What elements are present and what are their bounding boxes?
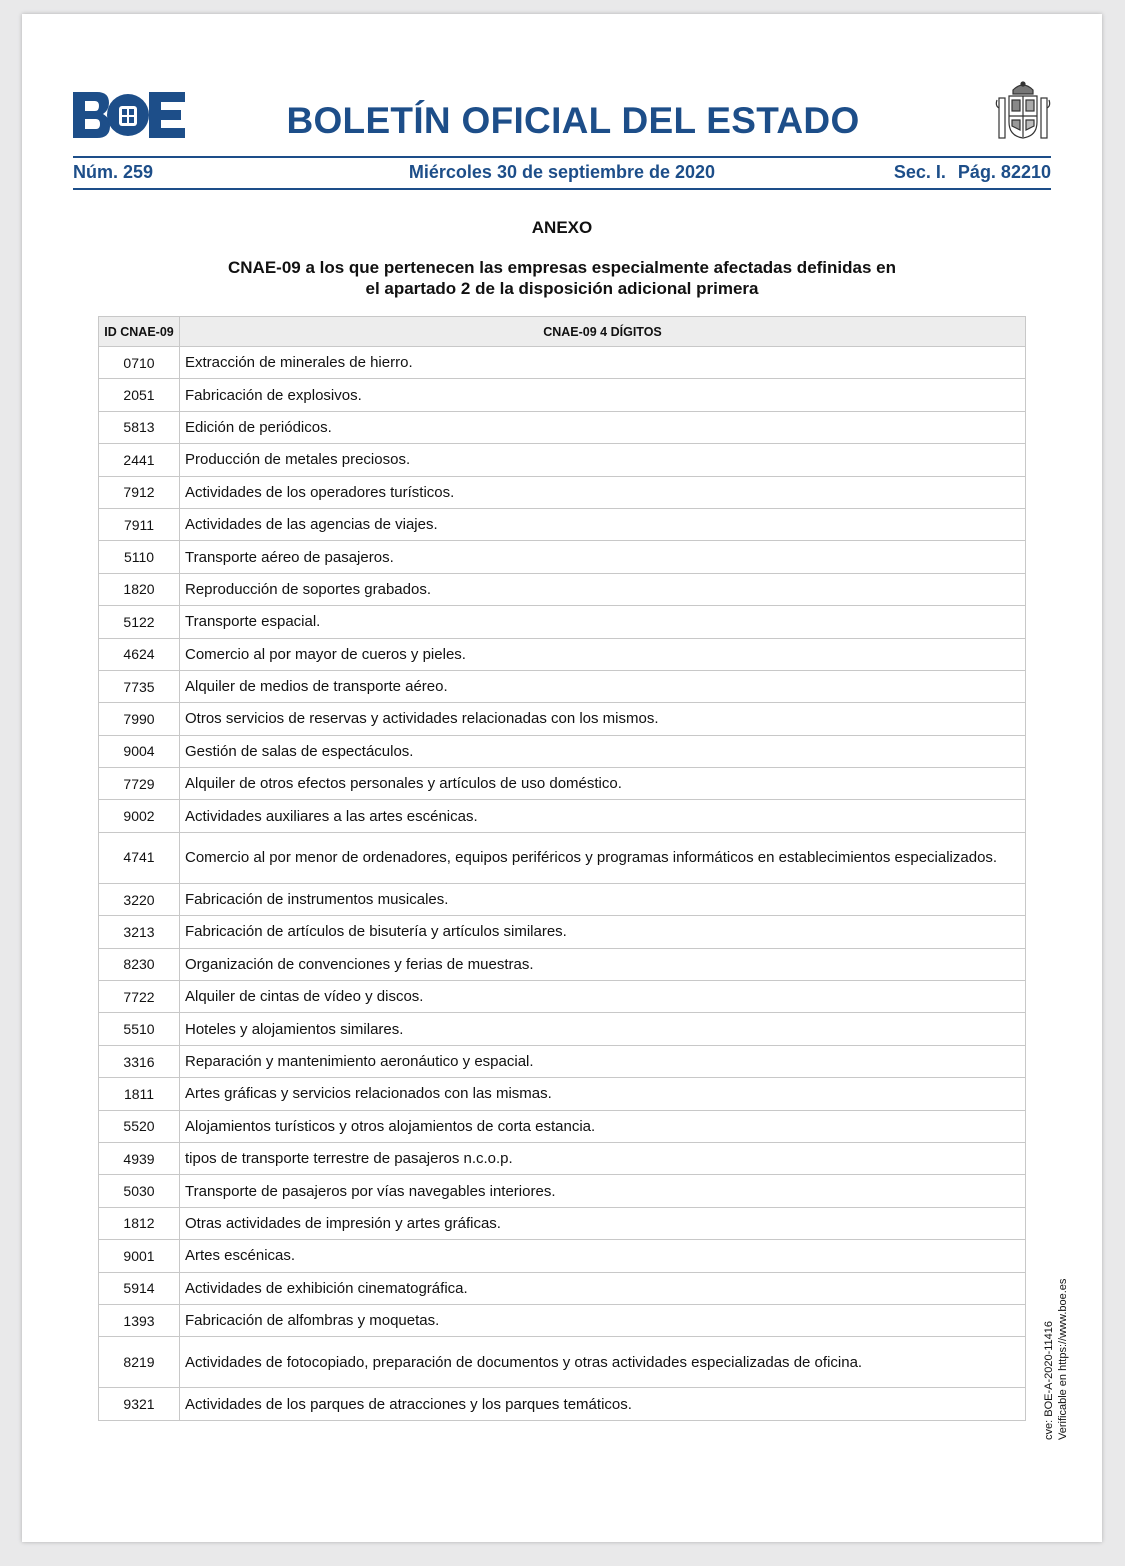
cnae-id-cell: 7722 <box>99 981 180 1013</box>
cnae-id-cell: 2051 <box>99 379 180 411</box>
cnae-id-cell: 5520 <box>99 1110 180 1142</box>
cnae-id-cell: 8230 <box>99 948 180 980</box>
cnae-description-cell: Otras actividades de impresión y artes gráficas. <box>180 1207 1026 1239</box>
cnae-id-cell: 9002 <box>99 800 180 832</box>
cnae-description-cell: Alquiler de cintas de vídeo y discos. <box>180 981 1026 1013</box>
cnae-description-cell: tipos de transporte terrestre de pasajeros n.c.o.p. <box>180 1142 1026 1174</box>
cnae-id-cell: 4741 <box>99 832 180 883</box>
table-row <box>99 948 1026 980</box>
cnae-description-cell: Reparación y mantenimiento aeronáutico y espacial. <box>180 1045 1026 1077</box>
table-row <box>99 1175 1026 1207</box>
cnae-id-cell: 5122 <box>99 606 180 638</box>
table-row <box>99 1045 1026 1077</box>
section-page <box>894 162 1051 183</box>
cnae-id-cell: 8219 <box>99 1337 180 1388</box>
cnae-id-cell: 9001 <box>99 1240 180 1272</box>
cnae-id-cell: 7990 <box>99 703 180 735</box>
bulletin-title: BOLETÍN OFICIAL DEL ESTADO <box>286 100 860 141</box>
table-row <box>99 670 1026 702</box>
table-row <box>99 1110 1026 1142</box>
cnae-description-cell: Reproducción de soportes grabados. <box>180 573 1026 605</box>
cnae-description-cell: Alquiler de otros efectos personales y artículos de uso doméstico. <box>180 768 1026 800</box>
cnae-id-cell: 4939 <box>99 1142 180 1174</box>
table-row <box>99 800 1026 832</box>
cnae-id-cell: 7911 <box>99 508 180 540</box>
cnae-id-cell: 1811 <box>99 1078 180 1110</box>
table-row <box>99 1240 1026 1272</box>
cnae-description-cell: Alojamientos turísticos y otros alojamientos de corta estancia. <box>180 1110 1026 1142</box>
table-row <box>99 379 1026 411</box>
cnae-id-cell: 5110 <box>99 541 180 573</box>
header-rule-bottom <box>73 188 1051 190</box>
cnae-description-cell: Artes gráficas y servicios relacionados con las mismas. <box>180 1078 1026 1110</box>
table-row <box>99 1337 1026 1388</box>
cnae-table <box>98 316 1026 1421</box>
cnae-id-cell: 3220 <box>99 883 180 915</box>
table-header-row <box>99 317 1026 347</box>
cnae-id-cell: 5914 <box>99 1272 180 1304</box>
table-row <box>99 606 1026 638</box>
page-label: Pág. 82210 <box>957 162 1051 182</box>
cnae-description-cell: Alquiler de medios de transporte aéreo. <box>180 670 1026 702</box>
annex-title: ANEXO <box>531 218 593 237</box>
table-row <box>99 1388 1026 1420</box>
cnae-id-cell: 1820 <box>99 573 180 605</box>
cnae-description-cell: Actividades de fotocopiado, preparación de documentos y otras actividades especializadas de oficina. <box>180 1337 1026 1388</box>
table-row <box>99 638 1026 670</box>
section-label: Sec. I. <box>893 162 946 182</box>
cnae-description-cell: Producción de metales preciosos. <box>180 444 1026 476</box>
cnae-description-cell: Organización de convenciones y ferias de muestras. <box>180 948 1026 980</box>
cnae-description-cell: Hoteles y alojamientos similares. <box>180 1013 1026 1045</box>
cnae-description-cell: Fabricación de alfombras y moquetas. <box>180 1304 1026 1336</box>
annex-subtitle-line-1: CNAE-09 a los que pertenecen las empresas especialmente afectadas definidas en <box>227 258 896 277</box>
verification-note <box>1042 1279 1070 1440</box>
table-row <box>99 1272 1026 1304</box>
table-row <box>99 735 1026 767</box>
table-row <box>99 508 1026 540</box>
cnae-id-cell: 1393 <box>99 1304 180 1336</box>
column-header-id: ID CNAE-09 <box>99 317 180 347</box>
cnae-id-cell: 1812 <box>99 1207 180 1239</box>
cnae-description-cell: Actividades de las agencias de viajes. <box>180 508 1026 540</box>
cnae-id-cell: 9321 <box>99 1388 180 1420</box>
cnae-description-cell: Actividades de exhibición cinematográfica. <box>180 1272 1026 1304</box>
cve-code: cve: BOE-A-2020-11416 <box>1043 1320 1055 1440</box>
table-row <box>99 832 1026 883</box>
cnae-id-cell: 7729 <box>99 768 180 800</box>
masthead <box>73 80 1051 190</box>
spain-coat-of-arms-icon <box>995 80 1051 144</box>
annex-subtitle <box>22 257 1102 299</box>
cnae-description-cell: Comercio al por mayor de cueros y pieles. <box>180 638 1026 670</box>
table-row <box>99 347 1026 379</box>
cnae-id-cell: 7912 <box>99 476 180 508</box>
document-page <box>22 14 1102 1542</box>
cnae-description-cell: Actividades auxiliares a las artes escénicas. <box>180 800 1026 832</box>
cnae-description-cell: Extracción de minerales de hierro. <box>180 347 1026 379</box>
header-rule-top <box>73 156 1051 158</box>
table-row <box>99 1078 1026 1110</box>
annex-subtitle-line-2: el apartado 2 de la disposición adicional primera <box>365 279 759 298</box>
column-header-description: CNAE-09 4 DÍGITOS <box>180 317 1026 347</box>
table-row <box>99 1207 1026 1239</box>
table-row <box>99 1142 1026 1174</box>
cnae-id-cell: 5510 <box>99 1013 180 1045</box>
table-row <box>99 573 1026 605</box>
cnae-id-cell: 5030 <box>99 1175 180 1207</box>
cnae-description-cell: Fabricación de explosivos. <box>180 379 1026 411</box>
table-row <box>99 411 1026 443</box>
cnae-description-cell: Otros servicios de reservas y actividades relacionadas con los mismos. <box>180 703 1026 735</box>
cnae-table-body <box>99 347 1026 1421</box>
cnae-description-cell: Transporte de pasajeros por vías navegables interiores. <box>180 1175 1026 1207</box>
cnae-description-cell: Comercio al por menor de ordenadores, equipos periféricos y programas informáticos en establecimientos especializados. <box>180 832 1026 883</box>
verify-url: Verificable en https://www.boe.es <box>1057 1278 1069 1440</box>
issue-number: Núm. 259 <box>73 162 154 182</box>
cnae-description-cell: Fabricación de artículos de bisutería y artículos similares. <box>180 916 1026 948</box>
table-row <box>99 703 1026 735</box>
cnae-description-cell: Edición de periódicos. <box>180 411 1026 443</box>
cnae-id-cell: 9004 <box>99 735 180 767</box>
cnae-id-cell: 3316 <box>99 1045 180 1077</box>
cnae-description-cell: Actividades de los parques de atracciones y los parques temáticos. <box>180 1388 1026 1420</box>
cnae-description-cell: Gestión de salas de espectáculos. <box>180 735 1026 767</box>
table-row <box>99 444 1026 476</box>
cnae-id-cell: 4624 <box>99 638 180 670</box>
table-row <box>99 476 1026 508</box>
cnae-id-cell: 3213 <box>99 916 180 948</box>
cnae-description-cell: Transporte espacial. <box>180 606 1026 638</box>
cnae-id-cell: 2441 <box>99 444 180 476</box>
table-row <box>99 1013 1026 1045</box>
cnae-id-cell: 0710 <box>99 347 180 379</box>
table-row <box>99 541 1026 573</box>
cnae-description-cell: Artes escénicas. <box>180 1240 1026 1272</box>
cnae-description-cell: Actividades de los operadores turísticos. <box>180 476 1026 508</box>
table-row <box>99 768 1026 800</box>
table-row <box>99 1304 1026 1336</box>
boe-logo-icon <box>73 92 185 138</box>
issue-date: Miércoles 30 de septiembre de 2020 <box>408 162 716 182</box>
table-row <box>99 883 1026 915</box>
table-row <box>99 916 1026 948</box>
cnae-description-cell: Transporte aéreo de pasajeros. <box>180 541 1026 573</box>
cnae-id-cell: 7735 <box>99 670 180 702</box>
table-row <box>99 981 1026 1013</box>
cnae-description-cell: Fabricación de instrumentos musicales. <box>180 883 1026 915</box>
cnae-id-cell: 5813 <box>99 411 180 443</box>
